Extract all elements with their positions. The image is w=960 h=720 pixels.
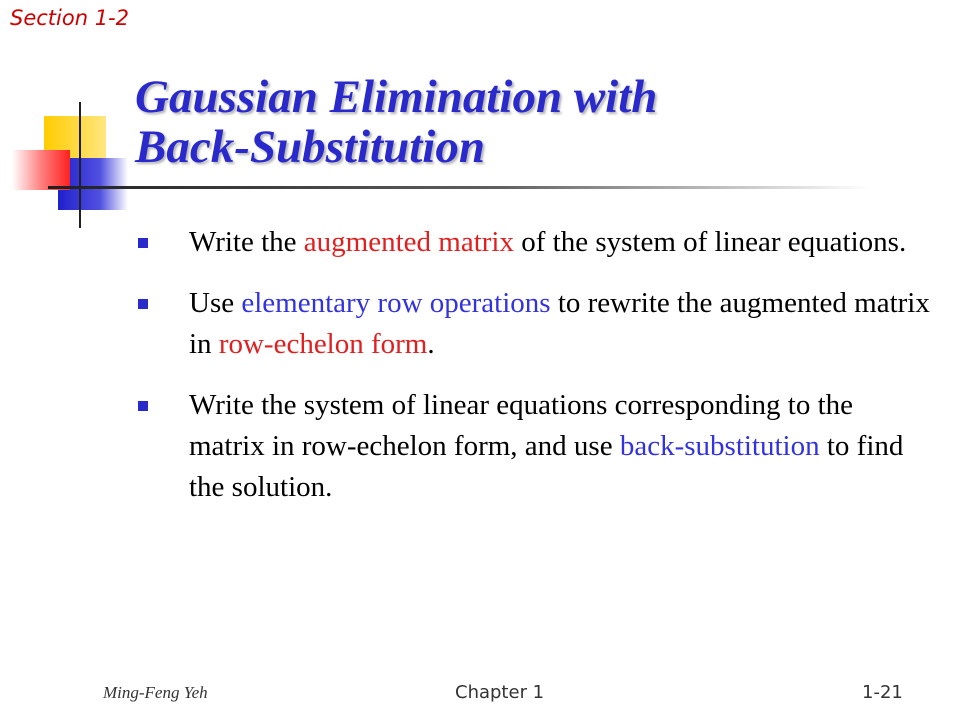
title-line-1: Gaussian Elimination with xyxy=(135,71,658,123)
section-label: Section 1-2 xyxy=(10,6,129,30)
square-bullet-icon xyxy=(138,238,148,248)
bullet-2-text xyxy=(189,287,930,360)
bullet-1-seg-2: of the system of linear equations. xyxy=(513,226,907,258)
bullet-3-seg-0: Write the system of linear equations corresponding to the matrix in row-echelon form, and use xyxy=(189,389,854,462)
term-back-substitution: back-substitution xyxy=(619,430,820,462)
bullet-3-text xyxy=(189,389,903,503)
footer-author: Ming-Feng Yeh xyxy=(103,683,208,702)
title-line-2: Back-Substitution xyxy=(135,121,485,173)
decorative-squares-graphic xyxy=(0,0,140,230)
bullet-3-seg-2: to find the solution. xyxy=(189,430,904,503)
bullet-2-seg-4: . xyxy=(427,328,435,360)
bullet-2-seg-0: Use xyxy=(189,287,242,319)
square-bullet-icon xyxy=(138,401,148,411)
slide-title xyxy=(135,72,657,172)
bullet-item xyxy=(135,283,935,365)
bullet-list xyxy=(135,222,935,528)
square-bullet-icon xyxy=(138,299,148,309)
term-row-echelon-form: row-echelon form xyxy=(218,328,428,360)
term-elementary-row-operations: elementary row operations xyxy=(241,287,551,319)
bullet-2-seg-2: to rewrite the augmented matrix in xyxy=(189,287,930,360)
footer-page-number: 1-21 xyxy=(862,682,903,703)
term-augmented-matrix: augmented matrix xyxy=(303,226,514,258)
bullet-1-text xyxy=(189,226,906,258)
bullet-item xyxy=(135,222,935,263)
footer-chapter: Chapter 1 xyxy=(455,682,545,703)
title-underline xyxy=(48,186,870,189)
bullet-item xyxy=(135,385,935,508)
bullet-1-seg-0: Write the xyxy=(189,226,304,258)
red-square xyxy=(12,150,70,190)
